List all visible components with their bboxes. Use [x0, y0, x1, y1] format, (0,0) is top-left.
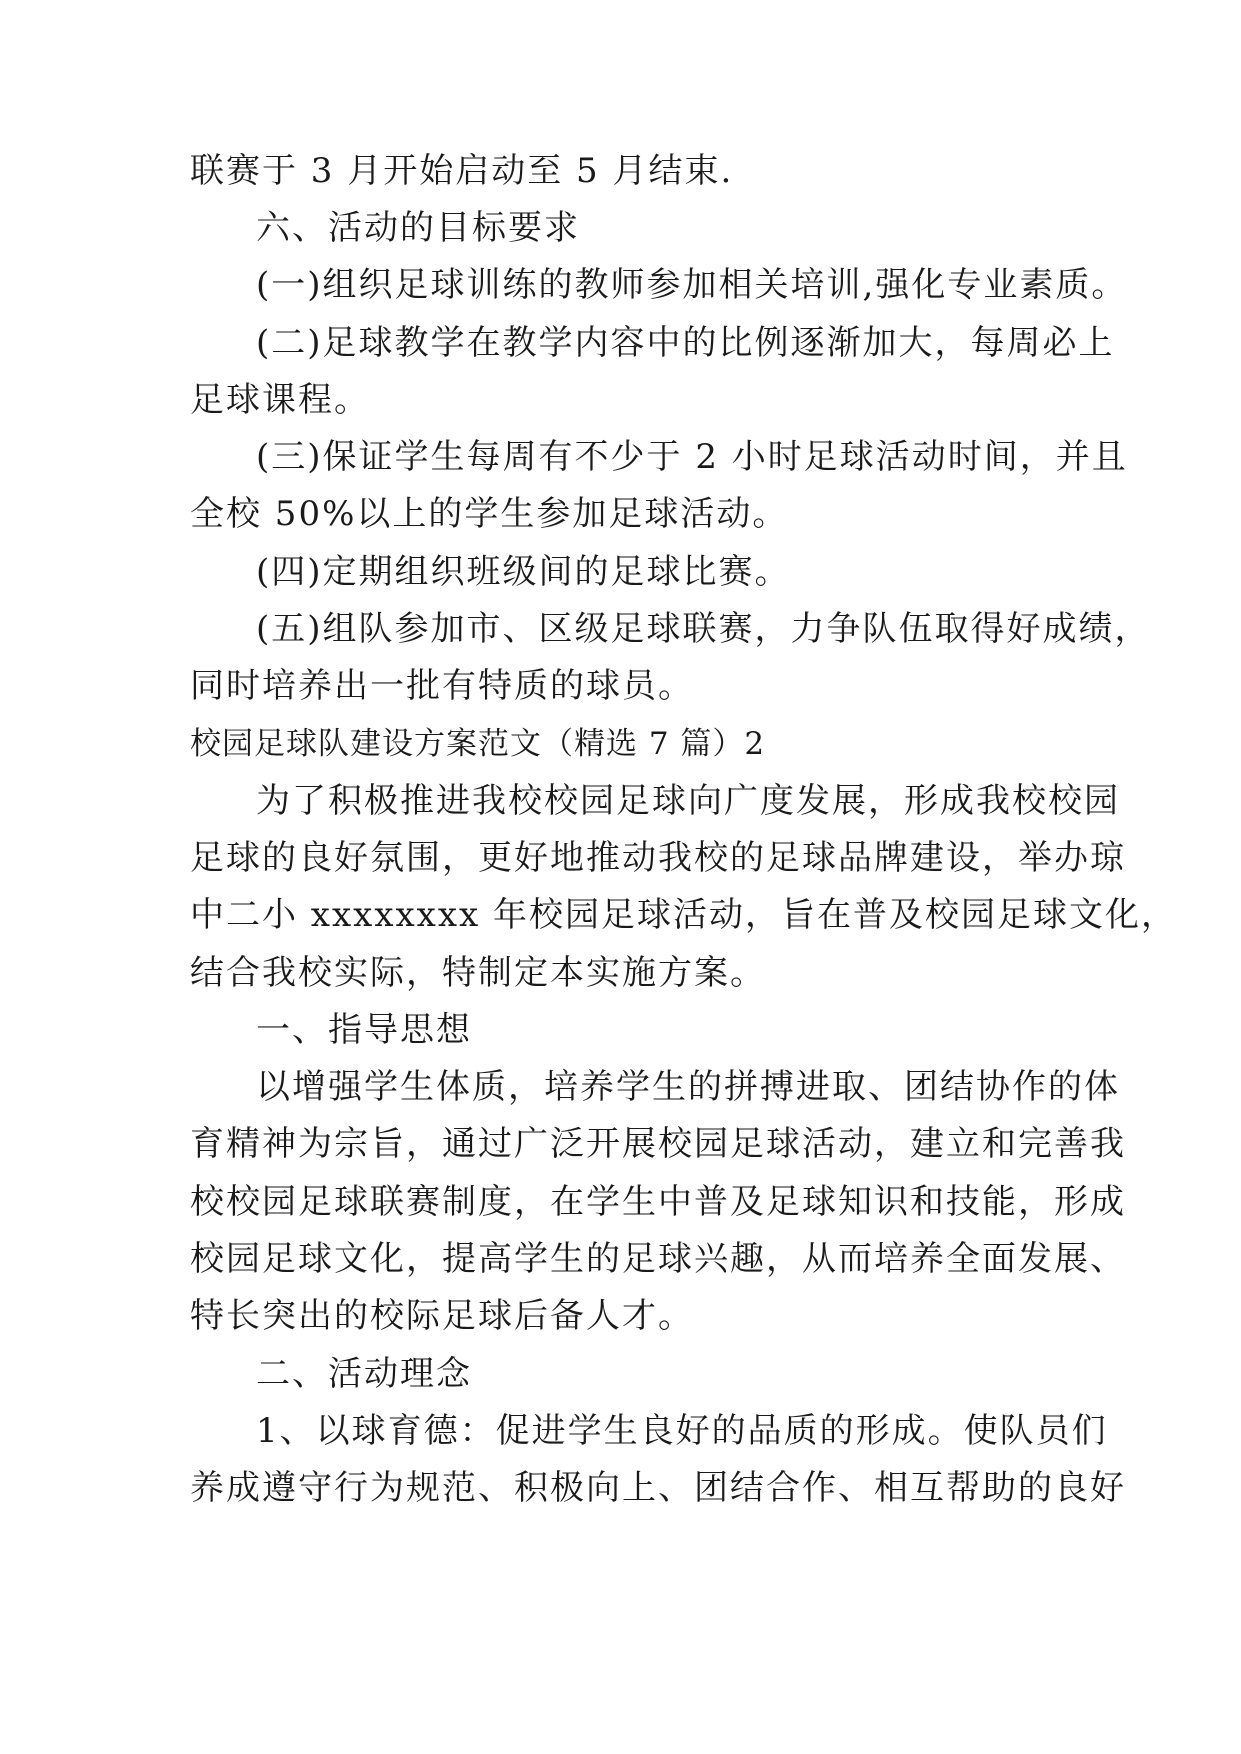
list-item: (三)保证学生每周有不少于 2 小时足球活动时间，并且	[256, 437, 1128, 477]
paragraph-line: 中二小 xxxxxxxx 年校园足球活动，旨在普及校园足球文化，	[190, 895, 1178, 935]
list-item: (一)组织足球训练的教师参加相关培训,强化专业素质。	[256, 265, 1128, 305]
paragraph-line: 足球课程。	[190, 380, 370, 420]
paragraph-line: 同时培养出一批有特质的球员。	[190, 666, 694, 706]
section-heading: 一、指导思想	[256, 1010, 472, 1050]
paragraph-line: 校园足球文化，提高学生的足球兴趣，从而培养全面发展、	[190, 1239, 1126, 1279]
list-item: (四)定期组织班级间的足球比赛。	[256, 552, 791, 592]
paragraph-line: 育精神为宗旨，通过广泛开展校园足球活动，建立和完善我	[190, 1124, 1126, 1164]
paragraph-line: 全校 50%以上的学生参加足球活动。	[190, 494, 789, 534]
paragraph-line: 结合我校实际，特制定本实施方案。	[190, 953, 766, 993]
paragraph-line: 联赛于 3 月开始启动至 5 月结束.	[190, 151, 734, 191]
paragraph-line: 特长突出的校际足球后备人才。	[190, 1296, 694, 1336]
paragraph-line: 足球的良好氛围，更好地推动我校的足球品牌建设，举办琼	[190, 838, 1126, 878]
section-heading: 二、活动理念	[256, 1354, 472, 1394]
paragraph-line: 1、以球育德：促进学生良好的品质的形成。使队员们	[256, 1411, 1108, 1451]
article-title: 校园足球队建设方案范文（精选 7 篇）2	[190, 726, 766, 762]
paragraph-line: 校校园足球联赛制度，在学生中普及足球知识和技能，形成	[190, 1182, 1126, 1222]
list-item: (二)足球教学在教学内容中的比例逐渐加大，每周必上	[256, 323, 1115, 363]
paragraph-line: 养成遵守行为规范、积极向上、团结合作、相互帮助的良好	[190, 1468, 1126, 1508]
paragraph-line: 为了积极推进我校校园足球向广度发展，形成我校校园	[256, 781, 1120, 821]
list-item: (五)组队参加市、区级足球联赛，力争队伍取得好成绩，	[256, 609, 1151, 649]
paragraph-line: 以增强学生体质，培养学生的拼搏进取、团结协作的体	[256, 1067, 1120, 1107]
section-heading: 六、活动的目标要求	[256, 208, 580, 248]
